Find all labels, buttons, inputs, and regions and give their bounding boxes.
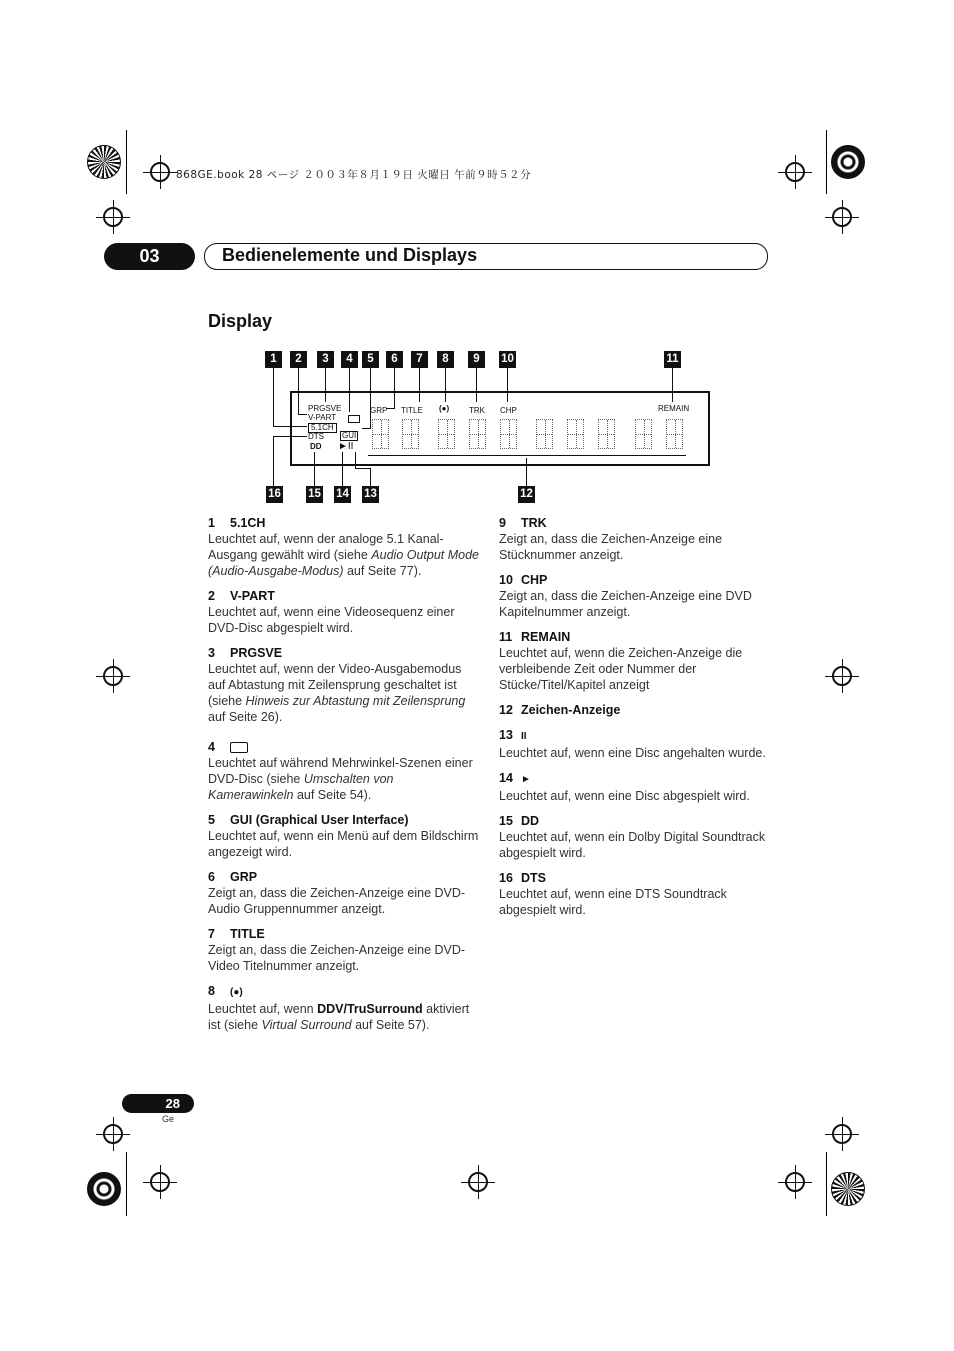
callout-14: 14: [334, 486, 351, 503]
item-1: 1 5.1CH Leuchtet auf, wenn der analoge 5.1 Kanal-Ausgang gewählt wird (siehe Audio Output Mode (Audio-Ausgabe-Modus) auf Seite 77).: [208, 516, 480, 578]
callout-16: 16: [266, 486, 283, 503]
lcd-angle-icon: [348, 415, 360, 423]
crosshair-icon: [785, 162, 805, 182]
print-header: 868GE.book 28 ページ ２００３年８月１９日 火曜日 午前９時５２分: [176, 169, 532, 181]
crosshair-icon: [103, 1124, 123, 1144]
callout-1: 1: [265, 351, 282, 368]
dolby-digital-icon: DD: [521, 814, 540, 828]
section-title: Display: [208, 311, 273, 331]
item-3: 3 PRGSVE Leuchtet auf, wenn der Video-Ausgabemodus auf Abtastung mit Zeilensprung geschaltet ist (siehe Hinweis zur Abtastung mit Zeilensprung auf Seite 26).: [208, 646, 466, 724]
right-column: [499, 515, 771, 927]
crosshair-icon: [150, 162, 170, 182]
crosshair-icon: [150, 1172, 170, 1192]
item-16: 16 DTS Leuchtet auf, wenn eine DTS Soundtrack abgespielt wird.: [499, 871, 727, 917]
callout-5: 5: [362, 351, 379, 368]
lcd-vpart: V-PART: [308, 413, 337, 422]
callout-6: 6: [386, 351, 403, 368]
crop-mark: [826, 130, 827, 194]
callout-2: 2: [290, 351, 307, 368]
crosshair-icon: [785, 1172, 805, 1192]
crosshair-icon: [103, 666, 123, 686]
item-15: 15 DD Leuchtet auf, wenn ein Dolby Digital Soundtrack abgespielt wird.: [499, 814, 766, 860]
pause-icon: II: [521, 731, 527, 742]
crosshair-icon: [832, 207, 852, 227]
lcd-grp: GRP: [370, 406, 388, 415]
lcd-prgsve: PRGSVE: [308, 404, 342, 413]
char-segment: [567, 419, 584, 449]
item-2: 2 V-PART Leuchtet auf, wenn eine Videosequenz einer DVD-Disc abgespielt wird.: [208, 589, 455, 635]
lcd-gui: GUI: [342, 431, 357, 440]
chapter-title: Bedienelemente und Displays: [222, 245, 478, 265]
registration-target-icon: [87, 1172, 121, 1206]
callout-4: 4: [341, 351, 358, 368]
crosshair-icon: [468, 1172, 488, 1192]
item-8: 8 (●) Leuchtet auf, wenn DDV/TruSurround aktiviert ist (siehe Virtual Surround auf Seite 57).: [208, 984, 470, 1032]
lcd-remain: REMAIN: [658, 404, 690, 413]
char-segment: [536, 419, 553, 449]
registration-target-icon: [831, 1172, 865, 1206]
callout-9: 9: [468, 351, 485, 368]
item-12: 12 Zeichen-Anzeige: [499, 703, 621, 717]
lcd-chp: CHP: [500, 406, 517, 415]
page-number: 28: [122, 1094, 194, 1113]
callout-7: 7: [411, 351, 428, 368]
callout-12: 12: [518, 486, 535, 503]
lcd-trk: TRK: [469, 406, 485, 415]
callout-10: 10: [499, 351, 516, 368]
char-segment: [469, 419, 486, 449]
registration-target-icon: [831, 145, 865, 179]
char-segment: [438, 419, 455, 449]
camera-angle-icon: [230, 742, 248, 753]
item-11: 11 REMAIN Leuchtet auf, wenn die Zeichen-Anzeige die verbleibende Zeit oder Nummer der Stücke/Titel/Kapitel anzeigt: [499, 630, 743, 692]
item-9: 9 TRK Zeigt an, dass die Zeichen-Anzeige eine Stücknummer anzeigt.: [499, 516, 723, 562]
char-segment: [402, 419, 419, 449]
callout-11: 11: [664, 351, 681, 368]
item-6: 6 GRP Zeigt an, dass die Zeichen-Anzeige eine DVD-Audio Gruppennummer anzeigt.: [208, 870, 466, 916]
callout-15: 15: [306, 486, 323, 503]
crop-mark: [826, 1152, 827, 1216]
lcd-virtual-surround-icon: (●): [439, 404, 450, 413]
lcd-dd: DD: [310, 442, 322, 451]
crosshair-icon: [832, 1124, 852, 1144]
chapter-number: 03: [104, 243, 195, 270]
registration-target-icon: [87, 145, 121, 179]
lcd-display: [290, 391, 710, 466]
char-segment: [666, 419, 683, 449]
char-segment: [500, 419, 517, 449]
item-13: 13 II Leuchtet auf, wenn eine Disc angehalten wurde.: [499, 728, 766, 760]
lcd-dts: DTS: [308, 432, 324, 441]
item-5: 5 GUI (Graphical User Interface) Leuchtet auf, wenn ein Menü auf dem Bildschirm angezeigt wird.: [208, 813, 479, 859]
item-4: 4 Leuchtet auf während Mehrwinkel-Szenen einer DVD-Disc (siehe Umschalten von Kamerawinkeln auf Seite 54).: [208, 740, 473, 802]
crop-mark: [126, 130, 127, 194]
char-segment: [635, 419, 652, 449]
virtual-surround-icon: (●): [230, 987, 243, 998]
callout-13: 13: [362, 486, 379, 503]
item-7: 7 TITLE Zeigt an, dass die Zeichen-Anzeige eine DVD-Video Titelnummer anzeigt.: [208, 927, 466, 973]
callout-3: 3: [317, 351, 334, 368]
char-segment: [372, 419, 389, 449]
crosshair-icon: [832, 666, 852, 686]
crosshair-icon: [103, 207, 123, 227]
item-10: 10 CHP Zeigt an, dass die Zeichen-Anzeige eine DVD Kapitelnummer anzeigt.: [499, 573, 752, 619]
lcd-playpause: ►II: [338, 441, 354, 452]
item-14: 14 ► Leuchtet auf, wenn eine Disc abgespielt wird.: [499, 771, 750, 803]
play-icon: ►: [521, 774, 531, 785]
lcd-title: TITLE: [401, 406, 423, 415]
callout-8: 8: [437, 351, 454, 368]
char-segment: [598, 419, 615, 449]
page-language: Ge: [162, 1114, 175, 1124]
lcd-51ch: 5.1CH: [308, 423, 337, 433]
crop-mark: [126, 1152, 127, 1216]
left-column: [208, 515, 480, 1042]
